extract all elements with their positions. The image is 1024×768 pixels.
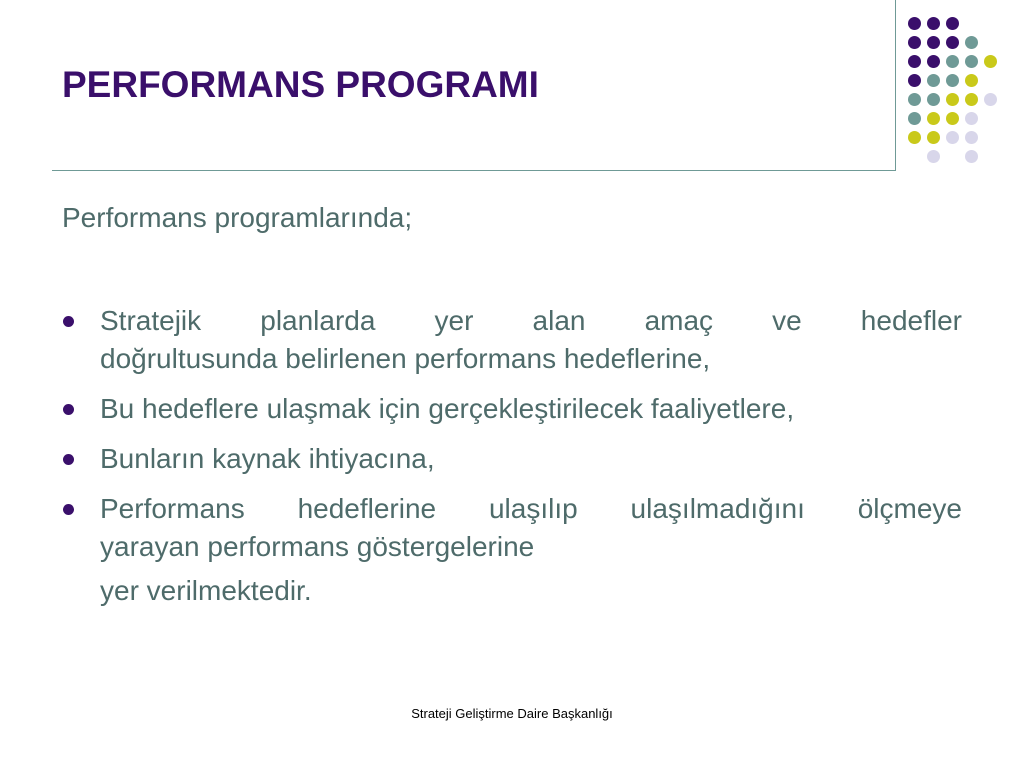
bullet-list xyxy=(62,302,962,610)
decorative-dot xyxy=(927,17,940,30)
bullet-marker xyxy=(63,404,74,415)
bullet-marker xyxy=(63,316,74,327)
decorative-dot xyxy=(927,55,940,68)
decorative-dot xyxy=(965,36,978,49)
continuation-text: yer verilmektedir. xyxy=(100,575,312,606)
bullet-text-line: doğrultusunda belirlenen performans hedeflerine, xyxy=(100,343,711,374)
decorative-dot xyxy=(908,74,921,87)
bullet-text-line: Bunların kaynak ihtiyacına, xyxy=(100,443,435,474)
decorative-dot xyxy=(946,93,959,106)
bullet-item xyxy=(62,390,962,428)
decorative-dot xyxy=(908,93,921,106)
decorative-dot xyxy=(927,112,940,125)
decorative-dot xyxy=(946,55,959,68)
bullet-marker xyxy=(63,504,74,515)
bullet-item xyxy=(62,440,962,478)
bullet-item xyxy=(62,490,962,566)
bullet-marker xyxy=(63,454,74,465)
decorative-dot xyxy=(984,55,997,68)
intro-text: Performans programlarında; xyxy=(62,202,413,233)
decorative-dot xyxy=(965,150,978,163)
footer-text: Strateji Geliştirme Daire Başkanlığı xyxy=(411,706,613,721)
decorative-dot xyxy=(927,131,940,144)
decorative-dot xyxy=(927,93,940,106)
decorative-dot xyxy=(908,112,921,125)
decorative-dot xyxy=(908,36,921,49)
decorative-dot xyxy=(927,36,940,49)
decorative-dot xyxy=(965,93,978,106)
decorative-dot xyxy=(908,131,921,144)
decorative-dot xyxy=(946,74,959,87)
decorative-dot xyxy=(946,131,959,144)
decorative-dot xyxy=(984,93,997,106)
decorative-dot xyxy=(946,112,959,125)
decorative-dot xyxy=(965,112,978,125)
bullet-text-line: yarayan performans göstergelerine xyxy=(100,531,535,562)
slide-title: PERFORMANS PROGRAMI xyxy=(62,64,539,105)
title-divider-horizontal xyxy=(52,170,896,171)
title-divider-vertical xyxy=(895,0,896,171)
bullet-text-line: Bu hedeflere ulaşmak için gerçekleştirilecek faaliyetlere, xyxy=(100,393,795,424)
decorative-dot xyxy=(946,17,959,30)
decorative-dot xyxy=(927,74,940,87)
decorative-dot xyxy=(965,74,978,87)
decorative-dot xyxy=(965,55,978,68)
decorative-dot-grid xyxy=(905,10,1015,170)
decorative-dot xyxy=(946,36,959,49)
decorative-dot xyxy=(927,150,940,163)
bullet-item xyxy=(62,302,962,378)
decorative-dot xyxy=(908,17,921,30)
decorative-dot xyxy=(965,131,978,144)
decorative-dot xyxy=(908,55,921,68)
bullet-text-line: Performans hedeflerine ulaşılıp ulaşılmadığını ölçmeye xyxy=(100,493,962,524)
bullet-text-line: Stratejik planlarda yer alan amaç ve hedefler xyxy=(100,305,962,336)
